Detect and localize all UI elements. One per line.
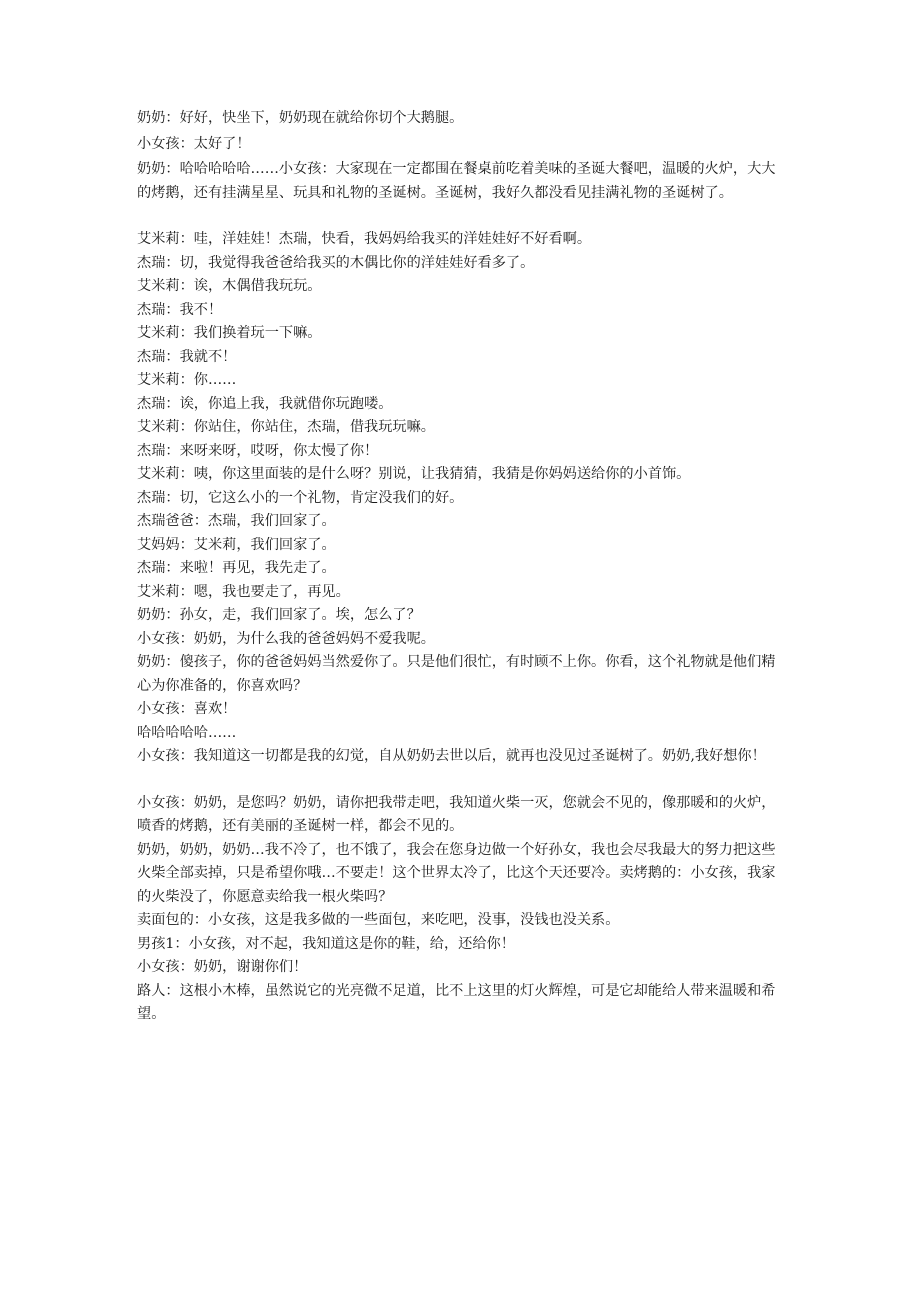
- dialogue-line: 小女孩：我知道这一切都是我的幻觉，自从奶奶去世以后，就再也没见过圣诞树了。奶奶,我好想你！: [137, 748, 766, 764]
- dialogue-line: 奶奶：傻孩子，你的爸爸妈妈当然爱你了。只是他们很忙，有时顾不上你。你看，这个礼物就是他们精心为你准备的，你喜欢吗？: [137, 654, 776, 694]
- dialogue-line: 哈哈哈哈哈……: [137, 724, 237, 741]
- dialogue-line: 小女孩：奶奶，谢谢你们！: [137, 959, 308, 975]
- dialogue-line: 路人：这根小木棒，虽然说它的光亮微不足道，比不上这里的灯火辉煌，可是它却能给人带来温暖和希望。: [137, 982, 776, 1022]
- dialogue-line: 艾米莉：嗯，我也要走了，再见。: [137, 583, 350, 600]
- dialogue-line: 杰瑞：诶，你追上我，我就借你玩跑喽。: [137, 395, 393, 412]
- blank-line: [137, 205, 787, 228]
- dialogue-line: 卖面包的：小女孩，这是我多做的一些面包，来吃吧，没事，没钱也没关系。: [137, 912, 620, 928]
- dialogue-line: 艾米莉：哇，洋娃娃！杰瑞，快看，我妈妈给我买的洋娃娃好不好看啊。: [137, 231, 592, 247]
- dialogue-line: 小女孩：太好了！: [137, 135, 251, 152]
- dialogue-line: 奶奶：孙女，走，我们回家了。埃，怎么了？: [137, 607, 421, 623]
- dialogue-line: 小女孩：喜欢！: [137, 701, 237, 717]
- dialogue-line: 杰瑞：我不！: [137, 301, 223, 318]
- dialogue-line: 艾米莉：诶，木偶借我玩玩。: [137, 278, 322, 294]
- dialogue-line: 艾米莉：你……: [137, 372, 237, 388]
- blank-line: [137, 769, 787, 792]
- dialogue-line: 杰瑞：来呀来呀，哎呀，你太慢了你！: [137, 442, 379, 459]
- dialogue-line: 艾米莉：咦，你这里面装的是什么呀？别说，让我猜猜，我猜是你妈妈送给你的小首饰。: [137, 466, 691, 482]
- dialogue-line: 杰瑞：来啦！再见，我先走了。: [137, 560, 336, 576]
- dialogue-line: 杰瑞爸爸：杰瑞，我们回家了。: [137, 513, 336, 529]
- dialogue-line: 男孩1：小女孩，对不起，我知道这是你的鞋，给，还给你！: [137, 935, 515, 952]
- dialogue-line: 奶奶：好好，快坐下，奶奶现在就给你切个大鹅腿。: [137, 110, 464, 126]
- dialogue-line: 奶奶，奶奶，奶奶…我不冷了，也不饿了，我会在您身边做一个好孙女，我也会尽我最大的努力把这些火柴全部卖掉，只是希望你哦…不要走！这个世界太冷了，比这个天还要冷。卖烤鹅的：小女孩，我家的火柴没了，你愿意卖给我一根火柴吗？: [137, 841, 776, 905]
- dialogue-line: 杰瑞：切，我觉得我爸爸给我买的木偶比你的洋娃娃好看多了。: [137, 254, 535, 271]
- dialogue-line: 杰瑞：切，它这么小的一个礼物，肯定没我们的好。: [137, 489, 464, 506]
- script-document: [137, 107, 787, 1027]
- dialogue-line: 奶奶：哈哈哈哈哈……小女孩：大家现在一定都围在餐桌前吃着美味的圣诞大餐吧，温暖的火炉，大大的烤鹅，还有挂满星星、玩具和礼物的圣诞树。圣诞树，我好久都没看见挂满礼物的圣诞树了。: [137, 161, 776, 201]
- dialogue-line: 艾米莉：你站住，你站住，杰瑞，借我玩玩嘛。: [137, 419, 435, 435]
- dialogue-line: 杰瑞：我就不！: [137, 348, 237, 365]
- dialogue-line: 小女孩：奶奶，是您吗？奶奶，请你把我带走吧，我知道火柴一灭，您就会不见的，像那暖和的火炉，喷香的烤鹅，还有美丽的圣诞树一样，都会不见的。: [137, 794, 776, 834]
- dialogue-line: 艾妈妈：艾米莉，我们回家了。: [137, 536, 336, 553]
- dialogue-line: 艾米莉：我们换着玩一下嘛。: [137, 325, 322, 341]
- dialogue-line: 小女孩：奶奶，为什么我的爸爸妈妈不爱我呢。: [137, 630, 435, 647]
